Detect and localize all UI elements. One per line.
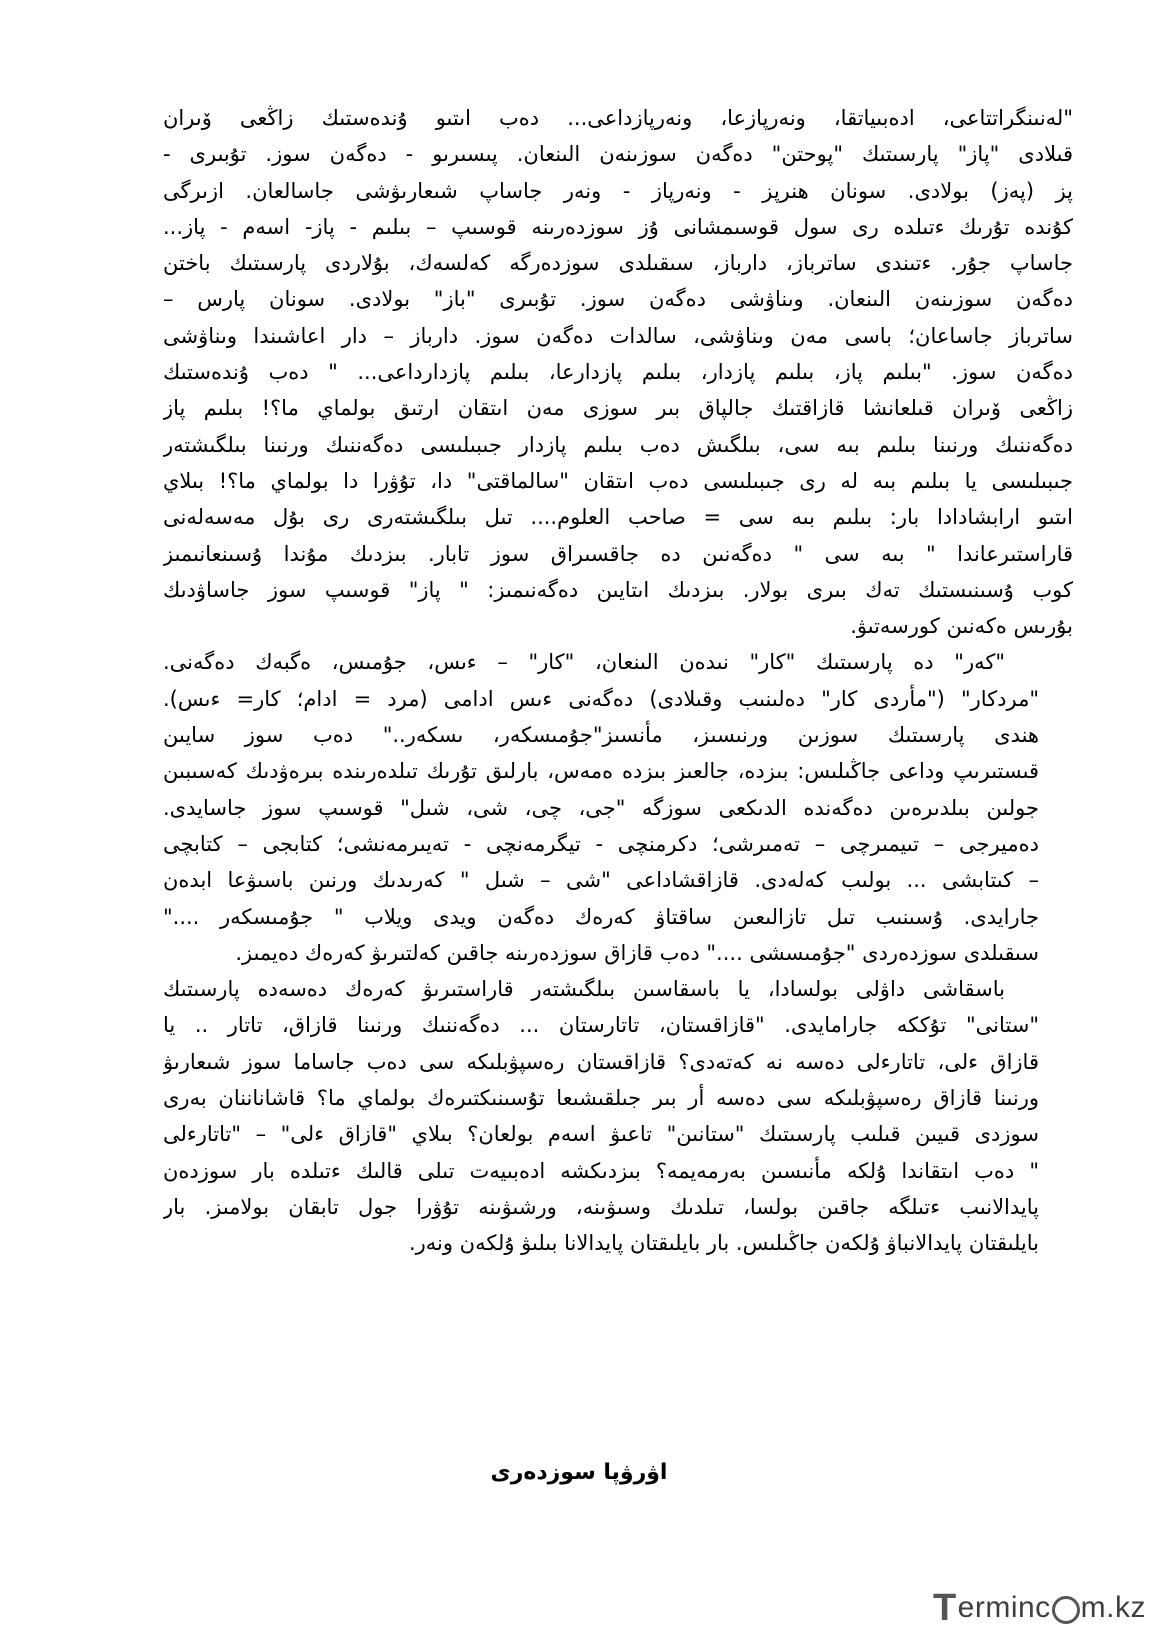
- watermark-text-b: m.kz: [1080, 1591, 1146, 1624]
- text-line: " دەب اىتقاندا ۇلكە مأنىسىن بەرمەيمە؟ بىزدىكشە ادەبىيەت تىلى قالىك ءتىلدە بار سوزدەن: [163, 1158, 1039, 1183]
- text-line: قىلادى "پاز" پارسىتىك "پوحتن" دەگەن سوزىنەن الىنعان. پىسىرىو - دەگەن سوز. تۇبىرى -: [163, 142, 1073, 167]
- text-line: بايلىقتان پايدالانباۋ ۇلكەن جاڭىلىس. بار بايلىقتان پايدالانا بىلىۋ ۇلكەن ونەر.: [408, 1231, 1039, 1256]
- text-line: دەگەن سوز. "بىلىم پاز، بىلىم پازدار، بىلىم پازدارعا، بىلىم پازدارداعى... " دەب ۇندەستىك: [163, 360, 1073, 385]
- watermark-text-a: erminc: [957, 1591, 1051, 1624]
- globe-icon: [1052, 1596, 1080, 1624]
- text-line: پز (پەز) بولادى. سونان ھنرپز - ونەرپاز - ونەر جاساپ شىعارىۋشى جاسالعان. ازىرگى: [163, 178, 1073, 203]
- text-line: ورنىنا قازاق رەسپۋبلىكە سى دەسە أر بىر جىلقىشىعا تۇسىنىكتىرەك بولماي ما؟ قاشاناننان بەرى: [163, 1086, 1039, 1111]
- text-line: پايدالانىب ءتىلگە جاقىن بولسا، تىلدىك وسىۋىنە، ورشىۋىنە تۇۋرا جول تابقان بولامىز. بار: [163, 1194, 1039, 1219]
- section-heading: اۋرۋپا سوزدەرى: [490, 1460, 668, 1485]
- text-line: ھندى پارسىتىك سوزىن ورنىسىز، مأنسىز"جۇمىسكەر، ىسكەر.." دەب سوز سايىن: [163, 723, 1039, 748]
- paragraph: [163, 644, 1073, 971]
- body-text: [163, 100, 1073, 1262]
- text-line: دەگەن سوزىنەن الىنعان. وىناۋشى دەگەن سوز. تۇبىرى "باز" بولادى. سونان پارس –: [163, 287, 1073, 312]
- paragraph: [163, 100, 1073, 644]
- text-line: دەميرجى – تىيمىرچى – تەمىرشى؛ دكرمنچى - تيگرمەنچى - تەيىرمەنشى؛ كتابجى – كتابچى: [163, 831, 1039, 856]
- text-line: جارايدى. ۇسىنىب تىل تازالىعىن ساقتاۋ كەرەك دەگەن ويدى ويلاب " جۇمىسكەر ....": [163, 904, 1039, 929]
- text-line: كۇندە تۇرىك ءتىلدە رى سول قوسىمشانى ۇز سوزدەرىنە قوسىپ – بىلىم - پاز- اسەم - پاز...: [163, 214, 1073, 239]
- text-line: قىستىرىپ وداعى جاڭىلىس: بىزدە، جالعىز بىزدە ەمەس، بارلىق تۇرىك تىلدەرىندە بىرەۋدىك كەسىبىن: [163, 759, 1039, 784]
- text-line: قازاق ءلى، تاتارءلى دەسە نە كەتەدى؟ قازاقستان رەسپۋبلىكە سى دەب جاساما سوز شىعارىۋ: [163, 1049, 1039, 1074]
- text-line: بۇرىس ەكەنىن كورسەتىۋ.: [850, 614, 1073, 639]
- text-line: – كىتابشى ... بولىب كەلەدى. قازاقشاداعى "شى – شىل " كەرىدىك ورنىن باسىۋعا ابدەن: [163, 868, 1039, 893]
- text-line: دەگەننىك ورنىنا بىلىم بىە سى، بىلگىش دەب بىلىم پازدار جىبىلىسى دەگەننىك ورنىنا بىلگىشتەر: [163, 432, 1073, 457]
- text-line: باسقاشى داۋلى بولسادا، يا باسقاسىن بىلگىشتەر قاراستىرىۋ كەرەك دەسەدە پارسىتىك: [163, 977, 1005, 1002]
- text-line: سوزدى قىيىن قىلىب پارسىتىك "ستانىن" تاعىۋ اسەم بولعان؟ بىلاي "قازاق ءلى" – "تاتارءلى: [163, 1122, 1039, 1147]
- watermark-initial: T: [932, 1586, 957, 1629]
- text-line: جولىن بىلدىرەىن دەگەندە الدىكعى سوزگە "جى، چى، شى، شىل" قوسىپ سوز جاسايدى.: [163, 795, 1039, 820]
- text-line: سىقىلدى سوزدەردى "جۇمىسشى ...." دەب قازاق سوزدەرىنە جاقىن كەلتىرىۋ كەرەك دەيمىز.: [235, 940, 1039, 965]
- text-line: جىبىلىسى يا بىلىم بىە لە رى جىبىلىسى دەب اىتقان "سالماقتى" دا، تۇۋرا دا بولماي ما؟! بىلاي: [163, 468, 1073, 493]
- termincom-watermark-logo: [933, 1588, 1146, 1628]
- text-line: "مردكار" ("مأردى كار" دەلىنىب وقىلادى) دەگەنى ءىس ادامى (مرد = ادام؛ كار= ءىس).: [163, 686, 1039, 711]
- text-line: قاراستىرعاندا " بىە سى " دەگەنىن دە جاقسىراق سوز تابار. بىزدىك مۇندا ۇسىنعانىمىز: [163, 541, 1073, 566]
- text-line: زاڭعى ۆىران قىلعانشا قازاقتىك جالپاق بىر سوزى مەن اىتقان ارتىق بولماي ما؟! بىلىم پاز: [163, 396, 1073, 421]
- text-line: "كەر" دە پارسىتىك "كار" نىدەن الىنعان، "كار" – ءىس، جۇمىس، ەگبەك دەگەنى.: [163, 650, 1005, 675]
- text-line: جاساپ جۇر. ءتىندى ساترباز، دارباز، سىقىلدى سوزدەرگە كەلسەك، بۇلاردى پارسىتىك باختن: [163, 251, 1073, 276]
- text-line: ساترباز جاساعان؛ باسى مەن وىناۋشى، سالدات دەگەن سوز. دارباز – دار اعاشىندا وىناۋشى: [163, 323, 1073, 348]
- text-line: "ستانى" تۇككە جارامايدى. "قازاقستان، تاتارستان ... دەگەننىك ورنىنا قازاق، تاتار .. يا: [163, 1013, 1039, 1038]
- text-line: كوب ۇسىنىستىك تەك بىرى بولار. بىزدىك اىتايىن دەگەنىمىز: " پاز" قوسىپ سوز جاساۋدىك: [163, 577, 1073, 602]
- text-line: اىتىو ارابشادادا بار: بىلىم بىە سى = صاحب العلوم.... تىل بىلگىشتەرى رى بۇل مەسەلەنى: [163, 505, 1073, 530]
- paragraph: [163, 971, 1073, 1261]
- text-line: "لەنىنگراتتاعى، ادەبىياتقا، ونەرپازعا، ونەرپازداعى... دەب اىتىو ۇندەستىك زاڭعى ۆىران: [163, 106, 1073, 130]
